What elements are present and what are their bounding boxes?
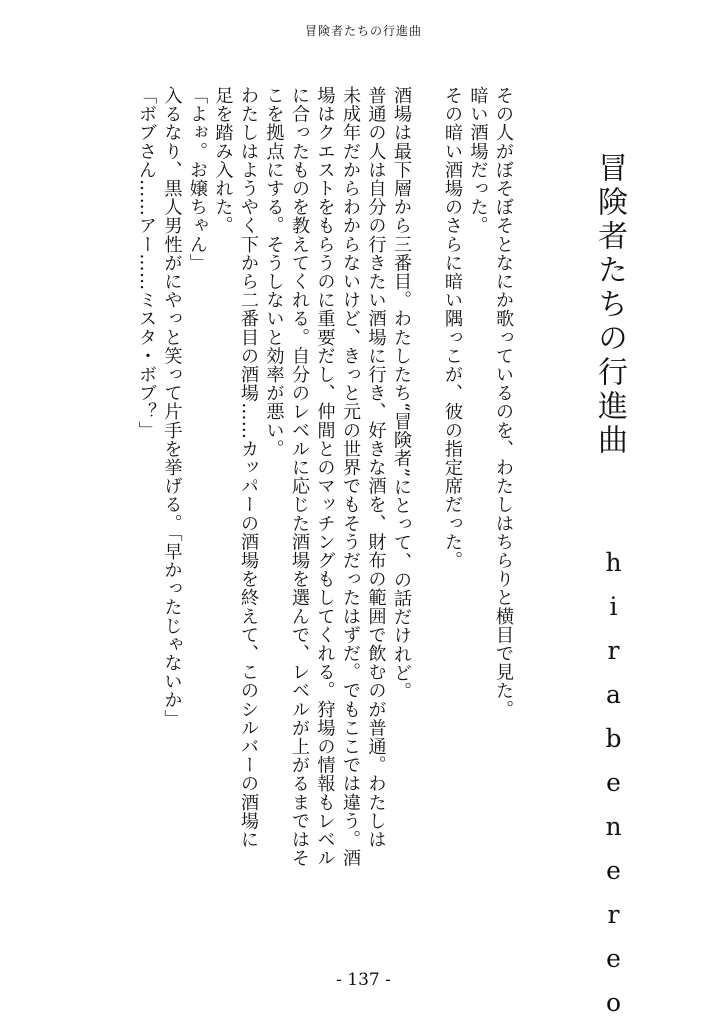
body-line: 入るなり、黒人男性がにやっと笑って片手を挙げる。「早かったじゃないか」 bbox=[161, 86, 183, 728]
body-line bbox=[414, 86, 440, 966]
body-line: に合ったものを教えてくれる。自分のレベルに応じた酒場を選んで、レベルが上がるまではそ bbox=[289, 86, 310, 868]
body-line: 未成年だからわからないけど、きっと元の世界でもそうだったはずだ。でもここでは違う。酒 bbox=[340, 86, 361, 868]
body-line: 酒場は最下層から三番目。わたしたち“冒険者”にとって、の話だけれど。 bbox=[391, 86, 412, 701]
body-line: 普通の人は自分の行きたい酒場に行き、好きな酒を、財布の範囲で飲むのが普通。わたしは bbox=[365, 86, 387, 849]
body-line: 場はクエストをもらうのに重要だし、仲間とのマッチングもしてくれる。狩場の情報もレベル bbox=[314, 86, 336, 868]
body-text bbox=[134, 86, 517, 966]
body-line: わたしはようやく下から二番目の酒場……カッパーの酒場を終えて、このシルバーの酒場に bbox=[238, 86, 259, 849]
body-line: こを拠点にする。そうしないと効率が悪い。 bbox=[263, 86, 285, 458]
running-header: 冒険者たちの行進曲 bbox=[304, 24, 422, 38]
body-line: その暗い酒場のさらに暗い隅っこが、彼の指定席だった。 bbox=[442, 86, 463, 570]
body-line: 「よぉ。お嬢ちゃん」 bbox=[187, 86, 208, 272]
author-name: hirabenereo bbox=[599, 548, 628, 1032]
chapter-title: 冒険者たちの行進曲 bbox=[592, 152, 627, 458]
body-line: 暗い酒場だった。 bbox=[467, 86, 489, 235]
body-line: 足を踏み入れた。 bbox=[212, 86, 234, 235]
page-number: - 137 - bbox=[336, 970, 391, 990]
body-line: 「ボブさん……アー……ミスタ・ボブ？」 bbox=[136, 86, 157, 440]
body-line: その人がぼそぼそとなにか歌っているのを、わたしはちらりと横目で見た。 bbox=[493, 86, 514, 719]
